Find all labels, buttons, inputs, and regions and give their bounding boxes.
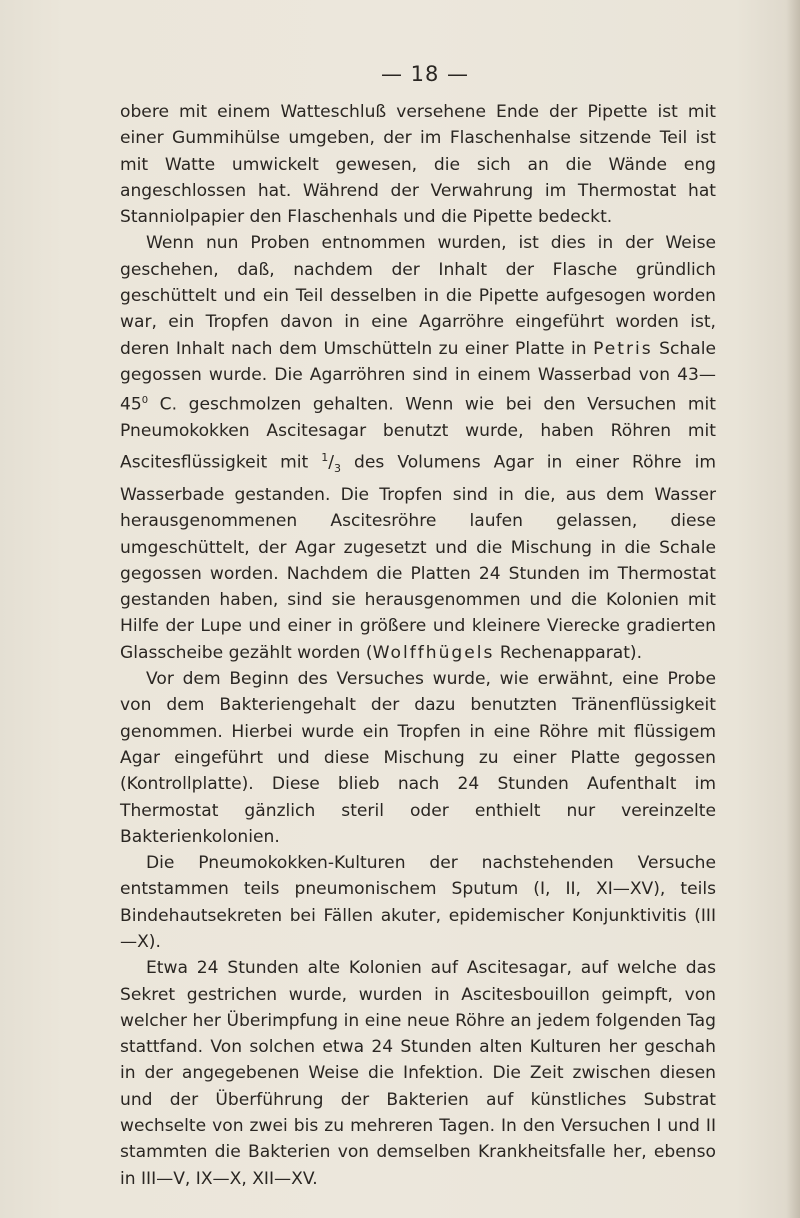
degree-sign: 0 — [141, 395, 149, 407]
paragraph-1: obere mit einem Watteschluß versehene Ende der Pipette ist mit einer Gummihülse umgeben, der im Flaschenhalse sitzende Teil ist mit Watte umwickelt gewesen, die sich an die Wände eng angeschlossen hat. Während der Verwahrung im Thermostat hat Stanniolpapier den Flaschenhals und die Pipette bedeckt. — [120, 102, 716, 228]
body-text — [120, 99, 716, 1192]
paragraph-2 — [120, 230, 716, 666]
paragraph-2-part-2: Schale gegossen wurde. Die Agarröhren sind in einem Wasserbad von 43—45 — [120, 338, 716, 415]
page-number: — 18 — — [380, 62, 470, 86]
fraction-denominator: 3 — [334, 461, 342, 475]
paragraph-4: Die Pneumokokken-Kulturen der nachstehenden Versuche entstammen teils pneumonischem Sputum (I, II, XI—XV), teils Bindehautsekreten bei Fällen akuter, epidemischer Konjunktivitis (III—X). — [120, 853, 716, 952]
paragraph-3: Vor dem Beginn des Versuches wurde, wie erwähnt, eine Probe von dem Bakteriengehalt der dazu benutzten Tränenflüssigkeit genommen. Hierbei wurde ein Tropfen in eine Röhre mit flüssigem Agar eingeführt und diese Mischung zu einer Platte gegossen (Kontrollplatte). Diese blieb nach 24 Stunden Aufenthalt im Thermostat gänzlich steril oder enthielt nur vereinzelte Bakterienkolonien. — [120, 669, 716, 847]
paragraph-2-part-4: des Volumens Agar in einer Röhre im Wasserbade gestanden. Die Tropfen sind in die, aus dem Wasser herausgenommenen Ascitesröhre laufen gelassen, diese umgeschüttelt, der Agar zugesetzt und die Mischung in die Schale gegossen worden. Nachdem die Platten 24 Stunden im Thermostat gestanden haben, sind sie herausgenommen und die Kolonien mit Hilfe der Lupe und einer in größere und kleinere Vierecke gradierten Glasscheibe gezählt worden ( — [120, 452, 716, 663]
paragraph-5: Etwa 24 Stunden alte Kolonien auf Ascitesagar, auf welche das Sekret gestrichen wurde, wurden in Ascitesbouillon geimpft, von welcher her Überimpfung in eine neue Röhre an jedem folgenden Tag stattfand. Von solchen etwa 24 Stunden alten Kulturen her geschah in der angegebenen Weise die Infektion. Die Zeit zwischen diesen und der Überführung der Bakterien auf künstliches Substrat wechselte von zwei bis zu mehreren Tagen. In den Versuchen I und II stammten die Bakterien von demselben Krankheitsfalle her, ebenso in III—V, IX—X, XII—XV. — [120, 958, 716, 1189]
paragraph-2-part-5: Rechenapparat). — [494, 642, 643, 663]
paragraph-2-part-1: Wenn nun Proben entnommen wurden, ist dies in der Weise geschehen, daß, nachdem der Inhalt der Flasche gründlich geschüttelt und ein Teil desselben in die Pipette aufgesogen worden war, ein Tropfen davon in eine Agarröhre eingeführt worden ist, deren Inhalt nach dem Umschütteln zu einer Platte in — [120, 233, 716, 359]
name-wolffhuegels: Wolffhügels — [372, 642, 495, 663]
fraction-slash: / — [328, 452, 335, 473]
name-petris: Petris — [593, 338, 653, 359]
fraction-numerator: 1 — [321, 450, 329, 464]
page-edge-shadow — [786, 0, 800, 1218]
paragraph-2-part-3: C. geschmolzen gehalten. Wenn wie bei den Versuchen mit Pneumokokken Ascitesagar benutzt wurde, haben Röhren mit Ascitesflüssigkeit mit — [120, 394, 716, 473]
